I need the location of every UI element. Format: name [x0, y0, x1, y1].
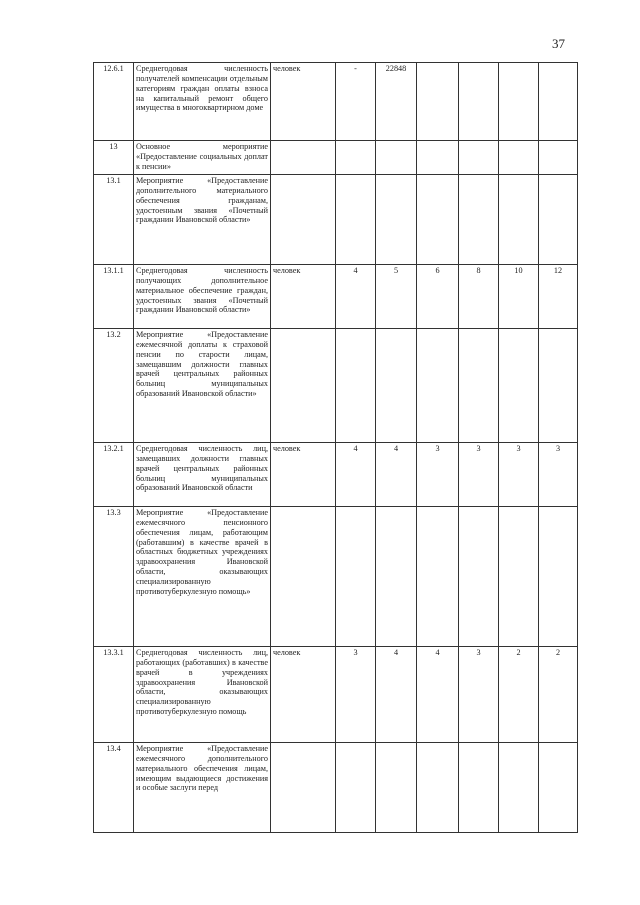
row-value	[376, 329, 417, 443]
row-value	[499, 329, 539, 443]
table-row	[94, 443, 578, 507]
row-value	[499, 141, 539, 175]
row-value	[336, 141, 376, 175]
row-value: 2	[499, 647, 539, 743]
row-code: 13.3.1	[94, 647, 134, 743]
row-value: 2	[539, 647, 578, 743]
row-value	[539, 743, 578, 833]
row-value	[499, 507, 539, 647]
row-description: Основное мероприятие «Предоставление социальных доплат к пенсии»	[134, 141, 271, 175]
row-value	[539, 329, 578, 443]
row-value: 4	[417, 647, 459, 743]
row-value	[417, 63, 459, 141]
row-value	[539, 507, 578, 647]
row-value: 3	[417, 443, 459, 507]
row-value: 3	[499, 443, 539, 507]
row-value	[459, 141, 499, 175]
row-value: 4	[376, 443, 417, 507]
row-value	[417, 141, 459, 175]
row-value: 3	[539, 443, 578, 507]
table-row	[94, 141, 578, 175]
row-unit: человек	[271, 265, 336, 329]
indicators-table	[93, 62, 578, 833]
row-value: 12	[539, 265, 578, 329]
row-value	[499, 175, 539, 265]
row-unit	[271, 743, 336, 833]
row-unit	[271, 329, 336, 443]
row-unit: человек	[271, 443, 336, 507]
row-value	[417, 175, 459, 265]
row-value: 10	[499, 265, 539, 329]
row-code: 13	[94, 141, 134, 175]
row-value	[417, 507, 459, 647]
table-row	[94, 329, 578, 443]
row-unit	[271, 507, 336, 647]
table-row	[94, 63, 578, 141]
row-value	[376, 141, 417, 175]
row-value: 22848	[376, 63, 417, 141]
row-code: 13.2.1	[94, 443, 134, 507]
row-description: Мероприятие «Предоставление ежемесячной доплаты к страховой пенсии по старости лицам, замещавшим должности главных врачей центральных районных больниц муниципальных образований Ивановской области»	[134, 329, 271, 443]
row-unit: человек	[271, 647, 336, 743]
row-value	[417, 329, 459, 443]
row-value: 8	[459, 265, 499, 329]
row-value	[336, 743, 376, 833]
row-description: Среднегодовая численность получающих дополнительное материальное обеспечение граждан, удостоенных звания «Почетный гражданин Ивановской области»	[134, 265, 271, 329]
row-value	[336, 175, 376, 265]
row-value	[499, 743, 539, 833]
row-description: Среднегодовая численность лиц, работающих (работавших) в качестве врачей в учреждениях здравоохранения Ивановской области, оказывающих специализированную противотуберкулезную помощь	[134, 647, 271, 743]
table-row	[94, 647, 578, 743]
page-number: 37	[552, 36, 565, 51]
table-row	[94, 175, 578, 265]
row-value	[539, 175, 578, 265]
row-code: 13.1	[94, 175, 134, 265]
row-value	[459, 743, 499, 833]
row-value: 3	[459, 647, 499, 743]
table-row	[94, 507, 578, 647]
row-value: 4	[336, 443, 376, 507]
row-unit	[271, 141, 336, 175]
table-row	[94, 265, 578, 329]
row-value	[459, 175, 499, 265]
row-value: -	[336, 63, 376, 141]
row-value	[376, 175, 417, 265]
row-description: Мероприятие «Предоставление ежемесячного пенсионного обеспечения лицам, работающим (работавшим) в качестве врачей в областных бюджетных учреждениях здравоохранения Ивановской области, оказывающих специализированную противотуберкулезную помощь»	[134, 507, 271, 647]
row-value: 4	[336, 265, 376, 329]
row-value	[336, 507, 376, 647]
row-unit	[271, 175, 336, 265]
row-code: 13.3	[94, 507, 134, 647]
row-description: Среднегодовая численность лиц, замещавших должности главных врачей центральных районных больниц муниципальных образований Ивановской области	[134, 443, 271, 507]
row-value	[499, 63, 539, 141]
row-unit: человек	[271, 63, 336, 141]
row-value	[539, 63, 578, 141]
row-value: 3	[336, 647, 376, 743]
table-row	[94, 743, 578, 833]
row-value	[459, 329, 499, 443]
row-value	[376, 507, 417, 647]
row-description: Среднегодовая численность получателей компенсации отдельным категориям граждан оплаты взноса на капитальный ремонт общего имущества в многоквартирном доме	[134, 63, 271, 141]
row-value	[459, 507, 499, 647]
row-description: Мероприятие «Предоставление ежемесячного дополнительного материального обеспечения лицам, имеющим выдающиеся достижения и особые заслуги перед	[134, 743, 271, 833]
row-code: 13.1.1	[94, 265, 134, 329]
row-value: 5	[376, 265, 417, 329]
row-value	[336, 329, 376, 443]
row-code: 13.4	[94, 743, 134, 833]
row-value: 3	[459, 443, 499, 507]
row-code: 13.2	[94, 329, 134, 443]
row-code: 12.6.1	[94, 63, 134, 141]
row-value: 6	[417, 265, 459, 329]
row-value	[417, 743, 459, 833]
row-description: Мероприятие «Предоставление дополнительного материального обеспечения гражданам, удостоенным звания «Почетный гражданин Ивановской области»	[134, 175, 271, 265]
row-value	[539, 141, 578, 175]
row-value	[459, 63, 499, 141]
row-value	[376, 743, 417, 833]
row-value: 4	[376, 647, 417, 743]
